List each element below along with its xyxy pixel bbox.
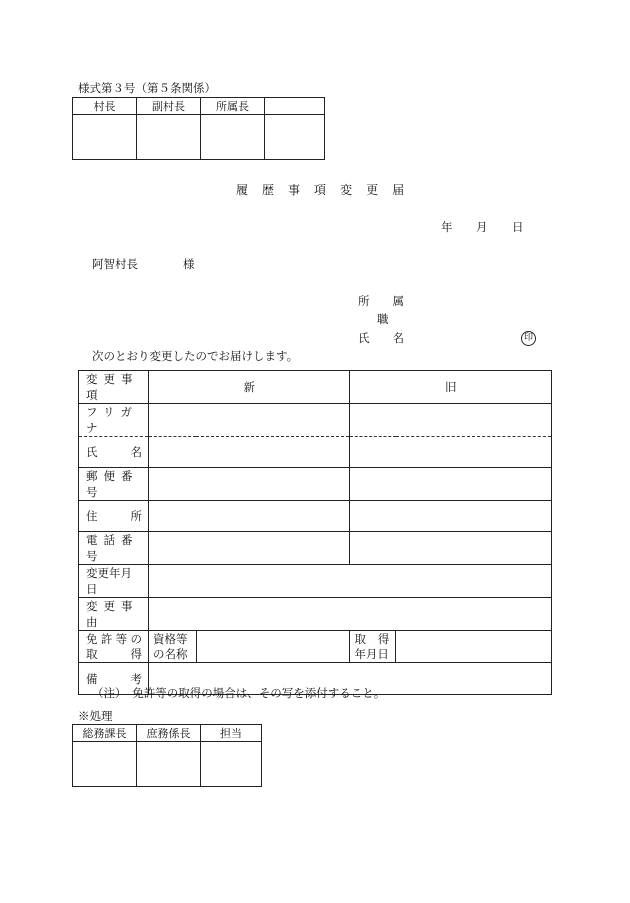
label-phone: 電話番号 — [79, 532, 149, 565]
label-change-reason: 変更事由 — [79, 598, 149, 631]
processing-box-clerical-subchief[interactable] — [137, 742, 201, 787]
change-table — [78, 370, 552, 695]
stamp-box-dept-head[interactable] — [201, 115, 265, 160]
label-postal-code: 郵便番号 — [79, 468, 149, 501]
label-address: 住 所 — [79, 501, 149, 532]
label-license-acquisition: 免 許 等 の 取 得 — [79, 631, 149, 663]
document-title: 履 歴 事 項 変 更 届 — [236, 183, 405, 197]
stamp-box-deputy-mayor[interactable] — [137, 115, 201, 160]
note-text: （注） 免許等の取得の場合は、その写を添付すること。 — [92, 686, 386, 700]
stamp-box-mayor[interactable] — [73, 115, 137, 160]
acquisition-date-field[interactable] — [396, 631, 552, 663]
processing-box-general-affairs-chief[interactable] — [73, 742, 137, 787]
stamp-header-blank — [265, 98, 325, 115]
seal-mark-icon: 印 — [521, 329, 536, 346]
header-new: 新 — [148, 371, 349, 404]
position-label: 職 — [377, 312, 389, 326]
new-address-field[interactable] — [148, 501, 349, 532]
processing-box-staff[interactable] — [201, 742, 262, 787]
label-qualification-name: 資格等 の名称 — [148, 631, 196, 663]
new-furigana-field[interactable] — [148, 404, 349, 437]
date-day-label: 日 — [512, 220, 524, 234]
stamp-header-dept-head: 所属長 — [201, 98, 265, 115]
processing-header-clerical-subchief: 庶務係長 — [137, 725, 201, 742]
intro-text: 次のとおり変更したのでお届けします。 — [92, 349, 299, 363]
name-label: 氏 名 — [358, 331, 404, 345]
date-month-label: 月 — [476, 220, 488, 234]
header-change-item: 変更事項 — [79, 371, 149, 404]
old-address-field[interactable] — [350, 501, 552, 532]
new-phone-field[interactable] — [148, 532, 349, 565]
addressee-honorific: 様 — [183, 257, 195, 271]
approval-stamp-table — [72, 97, 325, 160]
affiliation-label: 所 属 — [358, 294, 404, 308]
label-furigana: フリガナ — [79, 404, 149, 437]
new-name-field[interactable] — [148, 437, 349, 468]
change-reason-field[interactable] — [148, 598, 551, 631]
stamp-box-blank[interactable] — [265, 115, 325, 160]
label-change-date: 変更年月日 — [79, 565, 149, 598]
label-acquisition-date: 取 得 年月日 — [350, 631, 396, 663]
label-remarks: 備 考 — [79, 663, 149, 695]
processing-label: ※処理 — [78, 709, 113, 723]
processing-header-general-affairs-chief: 総務課長 — [73, 725, 137, 742]
old-phone-field[interactable] — [350, 532, 552, 565]
addressee-name: 阿智村長 — [92, 257, 138, 271]
old-furigana-field[interactable] — [350, 404, 552, 437]
date-year-label: 年 — [441, 220, 453, 234]
change-date-field[interactable] — [148, 565, 551, 598]
old-name-field[interactable] — [350, 437, 552, 468]
label-name: 氏 名 — [79, 437, 149, 468]
qualification-name-field[interactable] — [196, 631, 350, 663]
new-postal-field[interactable] — [148, 468, 349, 501]
processing-stamp-table — [72, 724, 262, 787]
old-postal-field[interactable] — [350, 468, 552, 501]
form-number: 様式第３号（第５条関係） — [78, 81, 216, 95]
stamp-header-deputy-mayor: 副村長 — [137, 98, 201, 115]
header-old: 旧 — [350, 371, 552, 404]
processing-header-staff: 担当 — [201, 725, 262, 742]
stamp-header-mayor: 村長 — [73, 98, 137, 115]
